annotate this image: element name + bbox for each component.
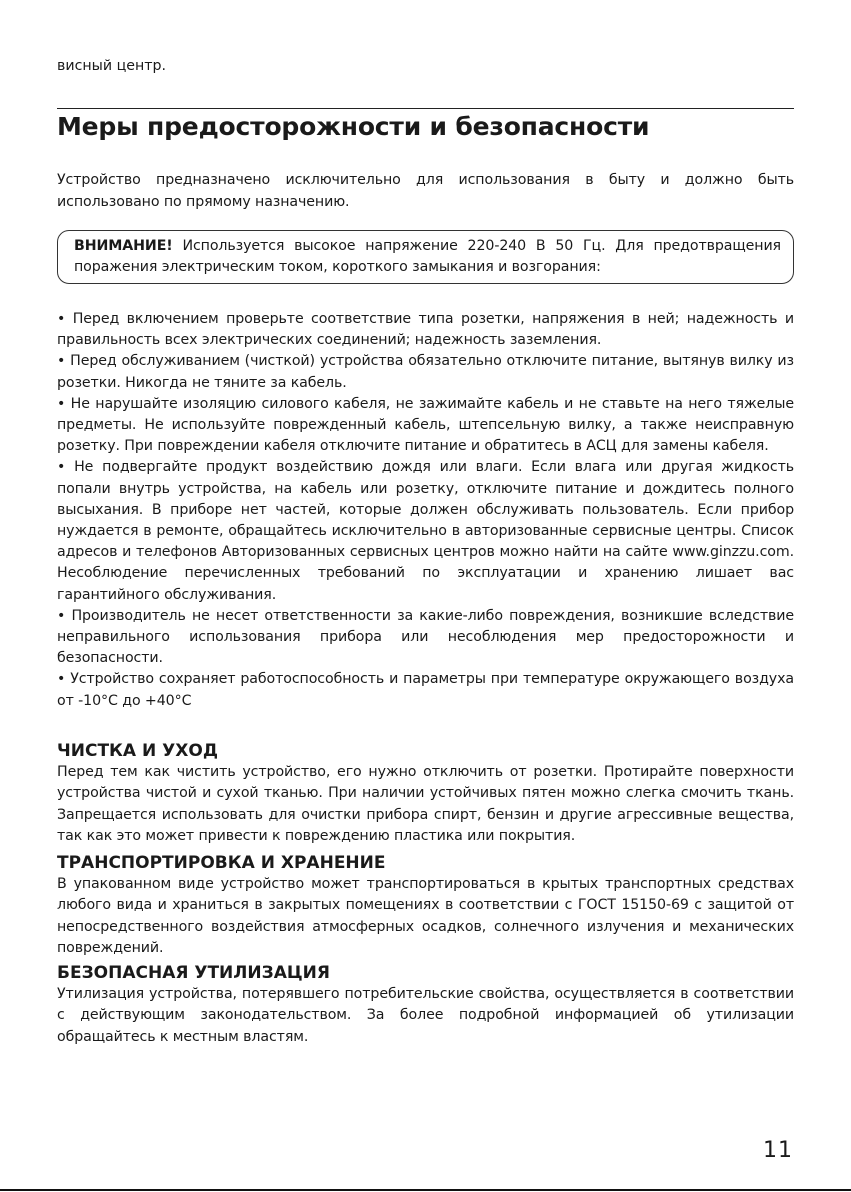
bullet-item: • Не нарушайте изоляцию силового кабеля, не зажимайте кабель и не ставьте на него тяжелые предметы. Не используйте поврежденный кабель, штепсельную вилку, а также неисправную розетку. При повреждении кабеля отключите питание и обратитесь в АСЦ для замены кабеля. bbox=[57, 395, 794, 455]
section-divider bbox=[57, 108, 794, 109]
section-text: Перед тем как чистить устройство, его нужно отключить от розетки. Протирайте поверхности устройства чистой и сухой тканью. При наличии устойчивых пятен можно слегка смочить ткань. Запрещается использовать для очистки прибора спирт, бензин и другие агрессивные вещества, так как это может привести к повреждению пластика или покрытия. bbox=[57, 764, 794, 844]
section-heading: БЕЗОПАСНАЯ УТИЛИЗАЦИЯ bbox=[57, 963, 330, 983]
section-disposal bbox=[57, 962, 794, 1048]
intro-paragraph bbox=[57, 170, 794, 213]
page-title: Меры предосторожности и безопасности bbox=[57, 112, 650, 141]
section-heading: ЧИСТКА И УХОД bbox=[57, 741, 218, 761]
warning-box bbox=[57, 230, 794, 284]
page-number: 11 bbox=[763, 1138, 793, 1163]
warning-body: Используется высокое напряжение 220-240 В 50 Гц. Для предотвращения поражения электрическим током, короткого замыкания и возгорания: bbox=[74, 238, 781, 275]
section-transport bbox=[57, 852, 794, 959]
bottom-edge-line bbox=[0, 1189, 851, 1191]
continuation-text: висный центр. bbox=[57, 58, 167, 74]
intro-text: Устройство предназначено исключительно для использования в быту и должно быть использовано по прямому назначению. bbox=[57, 172, 794, 210]
section-text: Утилизация устройства, потерявшего потребительские свойства, осуществляется в соответствии с действующим законодательством. За более подробной информацией об утилизации обращайтесь к местным властям. bbox=[57, 986, 794, 1045]
section-heading: ТРАНСПОРТИРОВКА И ХРАНЕНИЕ bbox=[57, 853, 386, 873]
bullet-item: • Не подвергайте продукт воздействию дождя или влаги. Если влага или другая жидкость попали внутрь устройства, на кабель или розетку, отключите питание и дождитесь полного высыхания. В приборе нет частей, которые должен обслуживать пользователь. Если прибор нуждается в ремонте, обращайтесь исключительно в авторизованные сервисные центры. Список адресов и телефонов Авторизованных сервисных центров можно найти на сайте www.ginzzu.com. Несоблюдение перечисленных требований по эксплуатации и хранению лишает вас гарантийного обслуживания. bbox=[57, 459, 794, 603]
bullet-item: • Перед включением проверьте соответствие типа розетки, напряжения в ней; надежность и правильность всех электрических соединений; надежность заземления. bbox=[57, 311, 794, 349]
bullet-item: • Перед обслуживанием (чисткой) устройства обязательно отключите питание, вытянув вилку из розетки. Никогда не тяните за кабель. bbox=[57, 353, 794, 391]
bullet-item: • Устройство сохраняет работоспособность и параметры при температуре окружающего воздуха от -10°С до +40°С bbox=[57, 671, 794, 709]
safety-bullet-list bbox=[57, 309, 794, 712]
section-text: В упакованном виде устройство может транспортироваться в крытых транспортных средствах любого вида и храниться в закрытых помещениях в соответствии с ГОСТ 15150-69 с защитой от непосредственного воздействия атмосферных осадков, солнечного излучения и механических повреждений. bbox=[57, 876, 794, 956]
warning-text bbox=[74, 236, 781, 278]
section-cleaning bbox=[57, 740, 794, 847]
bullet-item: • Производитель не несет ответственности за какие-либо повреждения, возникшие вследствие неправильного использования прибора или несоблюдения мер предосторожности и безопасности. bbox=[57, 607, 794, 667]
warning-label: ВНИМАНИЕ! bbox=[74, 238, 173, 254]
